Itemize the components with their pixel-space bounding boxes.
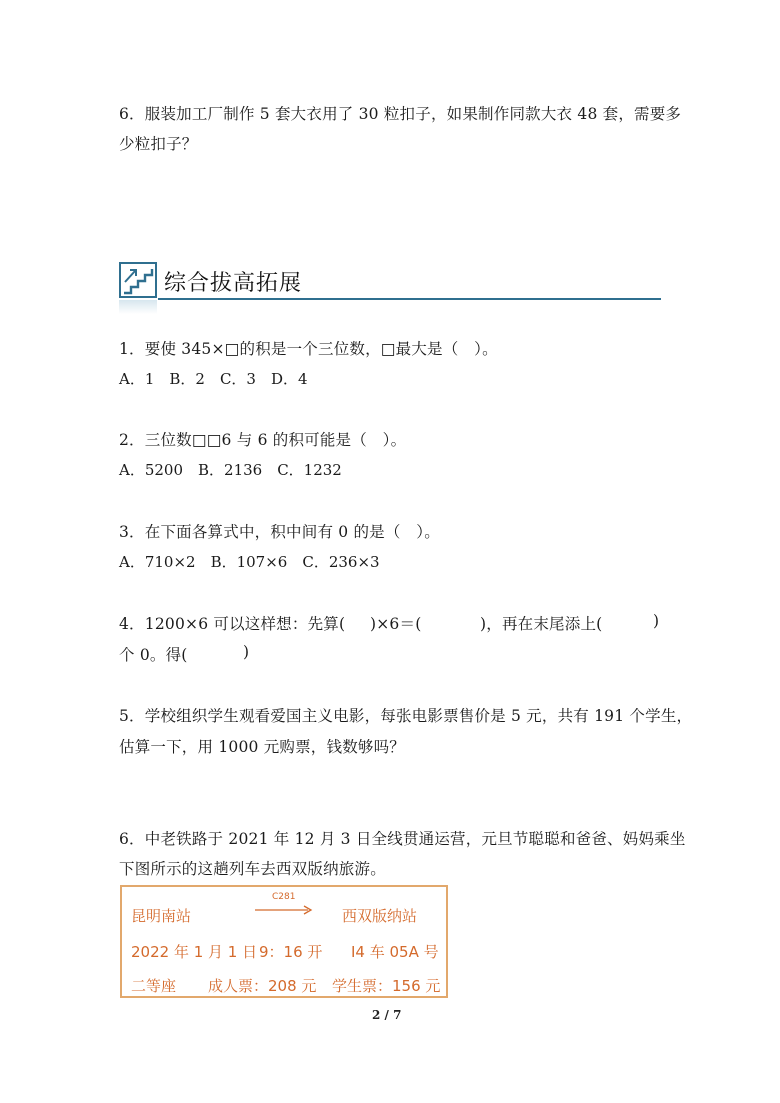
ticket-adult-price: 成人票：208 元: [208, 977, 317, 995]
train-ticket: [120, 885, 448, 998]
question-1-text: 1．要使 345×□的积是一个三位数，□最大是（ ）。: [119, 340, 498, 358]
question-4-part-b: )×6＝(: [370, 615, 422, 633]
ticket-departure-station: 昆明南站: [131, 907, 192, 925]
question-4-line-2-b: ): [243, 643, 250, 661]
question-4-part-d: ): [653, 612, 660, 630]
question-6-line-1: 6．服装加工厂制作 5 套大衣用了 30 粒扣子，如果制作同款大衣 48 套，需要多: [119, 105, 682, 123]
section-title: 综合拔高拓展: [164, 271, 303, 296]
ticket-class: 二等座: [131, 977, 177, 995]
question-4-line-2-a: 个 0。得(: [119, 646, 188, 664]
ticket-date: 2022 年 1 月 1 日: [131, 943, 258, 961]
ticket-arrow-icon: [254, 905, 314, 915]
question-6b-line-2: 下图所示的这趟列车去西双版纳旅游。: [119, 860, 386, 878]
ticket-student-price: 学生票：156 元: [332, 977, 441, 995]
question-4-part-c: )，再在末尾添上(: [480, 615, 603, 633]
question-5-line-1: 5．学校组织学生观看爱国主义电影，每张电影票售价是 5 元，共有 191 个学生，: [119, 707, 693, 725]
ticket-time: 9：16 开: [259, 943, 323, 961]
question-1-options: A．1 B．2 C．3 D．4: [119, 370, 308, 388]
page-number: 2 / 7: [372, 1008, 402, 1022]
question-3-options: A．710×2 B．107×6 C．236×3: [119, 553, 380, 571]
question-6-line-2: 少粒扣子？: [119, 135, 198, 153]
question-6b-line-1: 6．中老铁路于 2021 年 12 月 3 日全线贯通运营，元旦节聪聪和爸爸、妈妈乘坐: [119, 830, 686, 848]
section-divider: [158, 298, 661, 300]
question-2-options: A．5200 B．2136 C．1232: [119, 461, 342, 479]
question-3-text: 3．在下面各算式中，积中间有 0 的是（ ）。: [119, 523, 440, 541]
ticket-train-number: C281: [272, 892, 296, 902]
question-4-part-a: 4．1200×6 可以这样想：先算(: [119, 615, 346, 633]
question-5-line-2: 估算一下，用 1000 元购票，钱数够吗？: [119, 738, 406, 756]
ticket-arrival-station: 西双版纳站: [342, 907, 418, 925]
staircase-arrow-icon: [119, 262, 157, 298]
question-2-text: 2．三位数□□6 与 6 的积可能是（ ）。: [119, 431, 407, 449]
section-icon-shadow: [119, 300, 157, 314]
ticket-seat: I4 车 05A 号: [351, 943, 439, 961]
